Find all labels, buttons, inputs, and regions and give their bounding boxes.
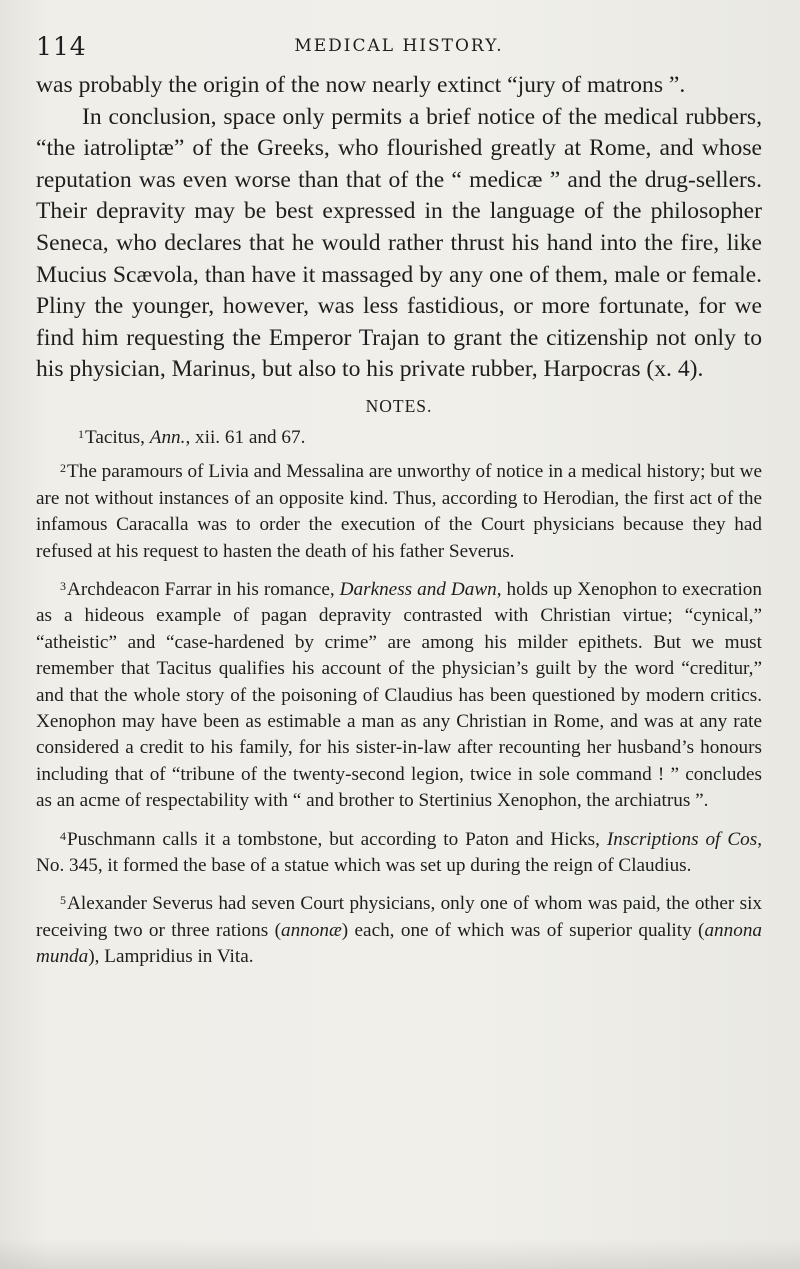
note-number: 1 [78,426,84,441]
page-header [36,30,762,70]
notes-heading: NOTES. [365,395,433,416]
paragraph-continued: was probably the origin of the now nearly extinct “jury of matrons ”. [36,72,686,98]
note-5: $^5$Alexander Severus had seven Court physicians, only one of whom was paid, the other six receiving two or three rations (annonæ) each, one of which was of superior quality (annona munda), Lampridius in Vita. [36,893,762,968]
page-number: 114 [36,32,87,61]
note-number: 4 [60,828,66,843]
note-1: $^1$Tacitus, Ann., xii. 61 and 67. [78,426,306,448]
notes-section [36,421,762,971]
note-4: $^4$Puschmann calls it a tombstone, but according to Paton and Hicks, Inscriptions of Cos, No. 345, it formed the base of a statue which was set up during the reign of Claudius. [36,828,762,877]
running-title: MEDICAL HISTORY. [294,36,504,56]
note-3: $^3$Archdeacon Farrar in his romance, Darkness and Dawn, holds up Xenophon to execration as a hideous example of pagan depravity contrasted with Christian virtue; “cynical,” “atheistic” and “case-hardened by crime” are among his milder epithets. But we must remember that Tacitus qualifies his account of the physician’s guilt by the word “creditur,” and that the whole story of the poisoning of Claudius has been questioned by modern critics. Xenophon may have been as estimable a man as any Christian in Rome, and was at any rate considered a credit to his family, for his sister-in-law after recounting her husband’s honours including that of “tribune of the twenty-second legion, twice in sole command ! ” concludes as an acme of respectability with “ and brother to Stertinius Xenophon, the archiatrus ”. [36,578,762,812]
note-2: $^2$The paramours of Livia and Messalina are unworthy of notice in a medical history; but we are not without instances of an opposite kind. Thus, according to Herodian, the first act of the infamous Caracalla was to order the execution of the Court physicians because they had refused at his request to hasten the death of his father Severus. [36,461,762,562]
note-number: 2 [60,461,66,476]
paragraph-conclusion: In conclusion, space only permits a brief notice of the medical rubbers, “the iatroliptæ” of the Greeks, who flourished greatly at Rome, and whose reputation was even worse than that of the “ medicæ ” and the drug-sellers. Their depravity may be best expressed in the language of the philosopher Seneca, who declares that he would rather thrust his hand into the fire, like Mucius Scævola, than have it massaged by any one of them, male or female. Pliny the younger, however, was less fastidious, or more fortunate, for we find him requesting the Emperor Trajan to grant the citizenship not only to his physician, Marinus, but also to his private rubber, Harpocras (x. 4). [36,103,762,383]
note-number: 3 [60,578,66,593]
page-bottom-shadow [0,1239,800,1269]
note-number: 5 [60,893,66,908]
main-text [36,70,762,386]
